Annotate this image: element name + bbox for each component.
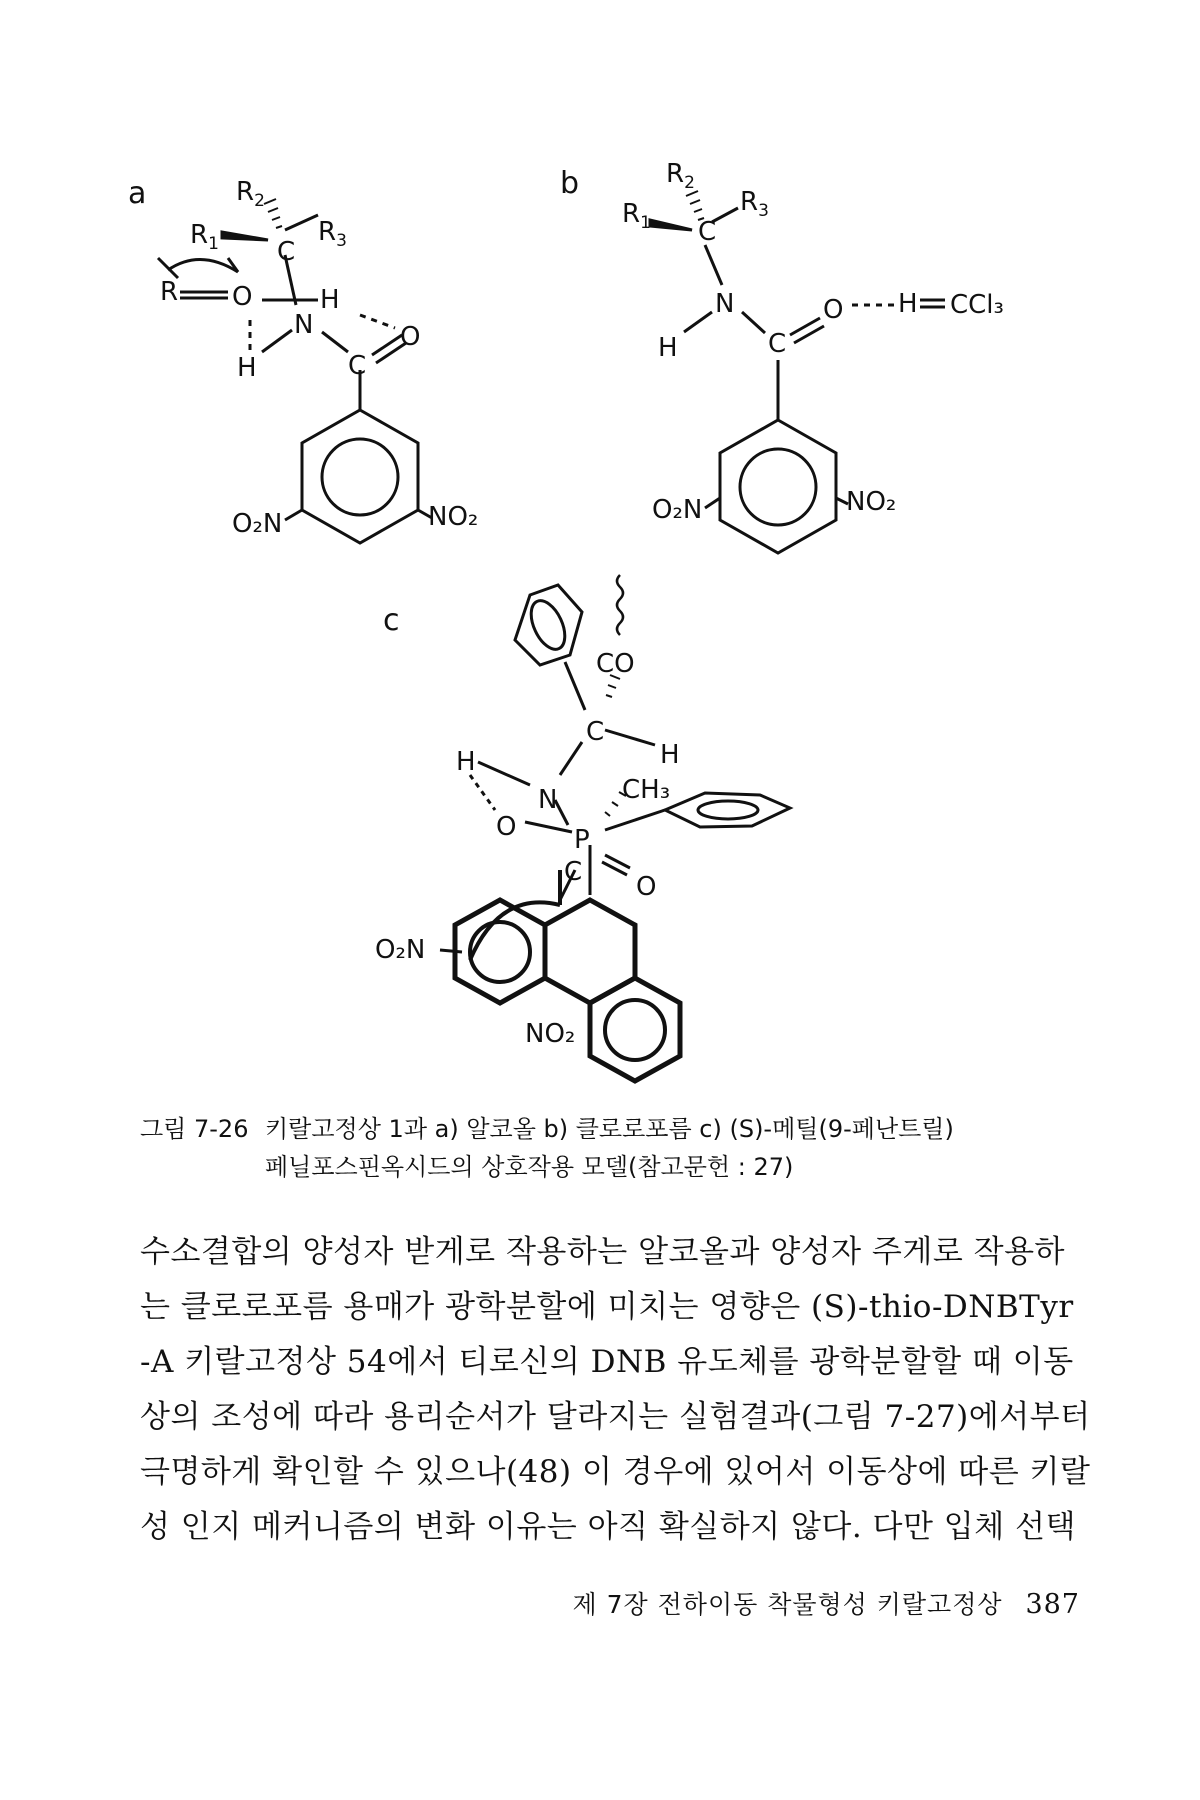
group-no2-b: NO₂ — [846, 487, 897, 517]
panel-label-b: b — [560, 166, 580, 201]
atom-c-dnb-c: C — [564, 857, 583, 887]
atom-c-alpha-c: C — [586, 717, 605, 747]
caption-line-2: 페닐포스핀옥시드의 상호작용 모델(참고문헌 : 27) — [265, 1153, 794, 1181]
panel-label-a: a — [128, 176, 147, 211]
atom-o-c: O — [496, 812, 517, 842]
running-footer-title: 제 7장 전하이동 착물형성 키랄고정상 — [572, 1590, 1003, 1619]
figure-caption — [140, 1110, 1060, 1186]
atom-c-carbonyl-a: C — [348, 351, 367, 381]
atom-c-carbonyl-b: C — [768, 329, 787, 359]
group-r2-a: $R_2$ — [236, 177, 265, 211]
group-no2-a: NO₂ — [428, 502, 479, 532]
wedge-bond-r1-b — [650, 220, 692, 230]
caption-text-1: 키랄고정상 1과 a) 알코올 b) 클로로포름 c) (S)-메틸(9-페난트릴) — [265, 1115, 954, 1143]
atom-h-c: H — [660, 740, 680, 770]
group-o2n-a: O₂N — [232, 509, 283, 539]
wedge-bond-r1 — [222, 232, 268, 240]
group-co-c: CO — [596, 649, 635, 679]
structure-c — [470, 575, 790, 900]
body-line: 극명하게 확인할 수 있으나(48) 이 경우에 있어서 이동상에 따른 키랄 — [140, 1454, 1091, 1490]
benzene-ring-a — [302, 410, 418, 543]
group-no2-c: NO₂ — [525, 1019, 576, 1049]
group-r-alcohol-a: R — [160, 277, 179, 307]
atom-h-nh-a: H — [237, 353, 257, 383]
atom-o-alcohol-a: O — [232, 282, 253, 312]
body-line: 는 클로로포름 용매가 광학분할에 미치는 영향은 (S)-thio-DNBTyr — [140, 1289, 1074, 1325]
atom-n-c: N — [538, 785, 558, 815]
atom-o-po-c: O — [636, 872, 657, 902]
phenyl-circle-top-c — [524, 596, 571, 655]
atom-c-alpha-b: C — [698, 217, 717, 247]
page-footer — [560, 1585, 1080, 1621]
figure-number: 그림 7-26 — [140, 1115, 249, 1143]
body-line: 수소결합의 양성자 받게로 작용하는 알코올과 양성자 주게로 작용하 — [140, 1234, 1065, 1270]
atom-n-a: N — [294, 310, 314, 340]
group-o2n-c: O₂N — [375, 935, 426, 965]
body-paragraph — [140, 1225, 1091, 1555]
atom-o-carbonyl-b: O — [823, 295, 844, 325]
group-r1-b: $R_1$ — [622, 199, 651, 233]
group-r1-a: $R_1$ — [190, 220, 219, 254]
atom-o-carbonyl-a: O — [400, 322, 421, 352]
group-ccl3-b: CCl₃ — [950, 290, 1004, 320]
atom-p-c: P — [574, 825, 590, 855]
group-r2-b: $R_2$ — [666, 159, 695, 193]
atom-h-b: H — [898, 289, 918, 319]
group-ch3-c: CH₃ — [622, 775, 671, 805]
atom-h-a: H — [320, 285, 340, 315]
phenyl-circle-right-c — [698, 801, 758, 819]
atom-c-alpha-a: C — [277, 237, 296, 267]
body-line: -A 키랄고정상 54에서 티로신의 DNB 유도체를 광학분할할 때 이동 — [140, 1344, 1074, 1380]
group-r3-a: $R_3$ — [318, 217, 347, 251]
caption-line-1 — [140, 1110, 1060, 1148]
atom-n-b: N — [715, 289, 735, 319]
hashed-bond-r2 — [264, 199, 282, 228]
aromatic-circle-a — [322, 439, 398, 515]
panel-label-c: c — [383, 603, 400, 638]
group-o2n-b: O₂N — [652, 495, 703, 525]
phenyl-ring-top-c — [515, 585, 582, 665]
atom-h-nh-b: H — [658, 333, 678, 363]
benzene-ring-b — [720, 420, 836, 553]
body-line: 성 인지 메커니즘의 변화 이유는 아직 확실하지 않다. 다만 입체 선택 — [140, 1509, 1076, 1545]
group-r3-b: $R_3$ — [740, 187, 769, 221]
phenyl-ring-right-c — [665, 793, 790, 827]
aromatic-circle-b — [740, 449, 816, 525]
body-line: 상의 조성에 따라 용리순서가 달라지는 실험결과(그림 7-27)에서부터 — [140, 1399, 1091, 1435]
page-number: 387 — [1025, 1589, 1080, 1620]
atom-h-nh-c: H — [456, 747, 476, 777]
wavy-bond — [617, 575, 623, 635]
